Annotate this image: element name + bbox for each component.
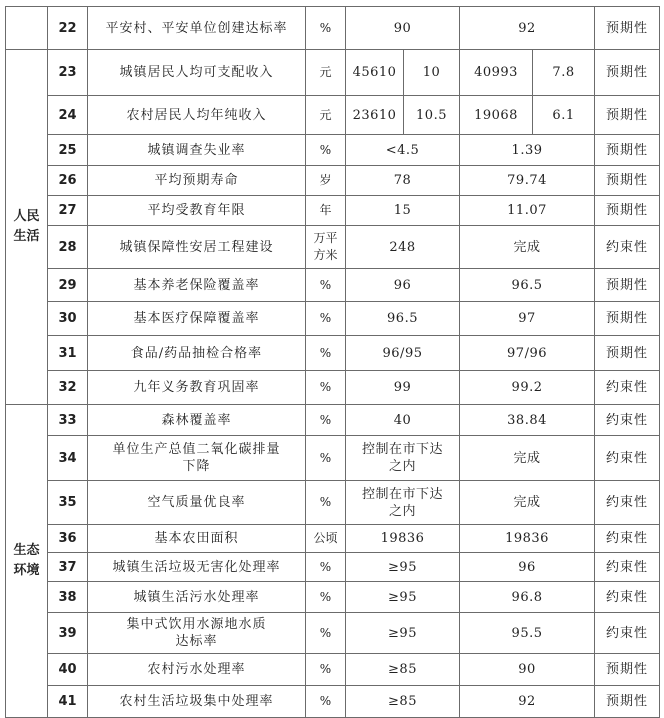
unit-cell: % [306, 654, 346, 686]
row-number: 41 [48, 686, 88, 718]
actual-value: 完成 [460, 481, 595, 525]
target-value: 90 [346, 7, 460, 50]
attribute-cell: 预期性 [595, 7, 660, 50]
table-row [6, 269, 660, 302]
row-number: 31 [48, 336, 88, 371]
indicator-name: 单位生产总值二氧化碳排量 下降 [88, 436, 306, 481]
table-row [6, 196, 660, 226]
unit-cell: 公顷 [306, 525, 346, 553]
table-row [6, 582, 660, 613]
table-row [6, 525, 660, 553]
indicator-table [5, 6, 660, 718]
actual-value: 19068 [460, 96, 533, 135]
table-row [6, 166, 660, 196]
indicator-name: 平安村、平安单位创建达标率 [88, 7, 306, 50]
actual-value: 完成 [460, 436, 595, 481]
actual-value: 19836 [460, 525, 595, 553]
attribute-cell: 约束性 [595, 582, 660, 613]
target-value: ≥95 [346, 553, 460, 582]
unit-cell: % [306, 269, 346, 302]
target-value: ≥85 [346, 654, 460, 686]
indicator-name: 农村污水处理率 [88, 654, 306, 686]
actual-value: 95.5 [460, 613, 595, 654]
indicator-name: 食品/药品抽检合格率 [88, 336, 306, 371]
indicator-name: 集中式饮用水源地水质 达标率 [88, 613, 306, 654]
target-value: ≥85 [346, 686, 460, 718]
unit-cell: 元 [306, 96, 346, 135]
target-value: 96/95 [346, 336, 460, 371]
indicator-name: 城镇生活污水处理率 [88, 582, 306, 613]
target-value: 96.5 [346, 302, 460, 336]
unit-cell: % [306, 481, 346, 525]
attribute-cell: 约束性 [595, 436, 660, 481]
actual-value: 40993 [460, 50, 533, 96]
indicator-name: 平均预期寿命 [88, 166, 306, 196]
row-number: 30 [48, 302, 88, 336]
row-number: 39 [48, 613, 88, 654]
category-cell [6, 7, 48, 50]
row-number: 35 [48, 481, 88, 525]
target-value: 78 [346, 166, 460, 196]
indicator-name: 城镇保障性安居工程建设 [88, 226, 306, 269]
target-value: ≥95 [346, 582, 460, 613]
row-number: 23 [48, 50, 88, 96]
row-number: 27 [48, 196, 88, 226]
table-row [6, 654, 660, 686]
actual-value: 96.5 [460, 269, 595, 302]
row-number: 38 [48, 582, 88, 613]
indicator-name: 基本农田面积 [88, 525, 306, 553]
target-value: 248 [346, 226, 460, 269]
target-value: 控制在市下达 之内 [346, 481, 460, 525]
row-number: 28 [48, 226, 88, 269]
table-row [6, 302, 660, 336]
indicator-name: 空气质量优良率 [88, 481, 306, 525]
attribute-cell: 预期性 [595, 302, 660, 336]
target-value: 40 [346, 405, 460, 436]
row-number: 33 [48, 405, 88, 436]
table-row [6, 553, 660, 582]
attribute-cell: 约束性 [595, 226, 660, 269]
attribute-cell: 预期性 [595, 336, 660, 371]
target-value: 19836 [346, 525, 460, 553]
indicator-name: 农村生活垃圾集中处理率 [88, 686, 306, 718]
category-ecology: 生态 环境 [6, 405, 48, 718]
row-number: 37 [48, 553, 88, 582]
row-number: 29 [48, 269, 88, 302]
row-number: 34 [48, 436, 88, 481]
table-row [6, 7, 660, 50]
actual-value: 96.8 [460, 582, 595, 613]
actual-value: 1.39 [460, 135, 595, 166]
indicator-name: 基本养老保险覆盖率 [88, 269, 306, 302]
actual-growth-rate: 7.8 [533, 50, 595, 96]
unit-cell: % [306, 582, 346, 613]
indicator-name: 九年义务教育巩固率 [88, 371, 306, 405]
attribute-cell: 预期性 [595, 654, 660, 686]
unit-cell: 岁 [306, 166, 346, 196]
unit-cell: % [306, 686, 346, 718]
unit-cell: % [306, 613, 346, 654]
unit-cell: % [306, 302, 346, 336]
target-value: 96 [346, 269, 460, 302]
target-value: 15 [346, 196, 460, 226]
table-row [6, 135, 660, 166]
row-number: 25 [48, 135, 88, 166]
unit-cell: 万平 方米 [306, 226, 346, 269]
target-growth-rate: 10.5 [404, 96, 460, 135]
indicator-name: 城镇生活垃圾无害化处理率 [88, 553, 306, 582]
indicator-name: 农村居民人均年纯收入 [88, 96, 306, 135]
attribute-cell: 约束性 [595, 525, 660, 553]
indicator-name: 森林覆盖率 [88, 405, 306, 436]
attribute-cell: 预期性 [595, 50, 660, 96]
actual-value: 97/96 [460, 336, 595, 371]
unit-cell: % [306, 135, 346, 166]
unit-cell: % [306, 553, 346, 582]
actual-value: 79.74 [460, 166, 595, 196]
indicator-name: 城镇居民人均可支配收入 [88, 50, 306, 96]
row-number: 24 [48, 96, 88, 135]
actual-value: 92 [460, 7, 595, 50]
unit-cell: % [306, 371, 346, 405]
unit-cell: % [306, 336, 346, 371]
table-row [6, 405, 660, 436]
actual-value: 99.2 [460, 371, 595, 405]
actual-growth-rate: 6.1 [533, 96, 595, 135]
actual-value: 92 [460, 686, 595, 718]
actual-value: 96 [460, 553, 595, 582]
category-livelihood: 人民 生活 [6, 50, 48, 405]
table-row [6, 436, 660, 481]
actual-value: 97 [460, 302, 595, 336]
attribute-cell: 预期性 [595, 96, 660, 135]
attribute-cell: 约束性 [595, 481, 660, 525]
target-value: <4.5 [346, 135, 460, 166]
row-number: 40 [48, 654, 88, 686]
attribute-cell: 预期性 [595, 686, 660, 718]
table-row [6, 686, 660, 718]
unit-cell: % [306, 405, 346, 436]
table-row [6, 613, 660, 654]
target-value: 99 [346, 371, 460, 405]
row-number: 32 [48, 371, 88, 405]
table-row [6, 336, 660, 371]
indicator-name: 基本医疗保障覆盖率 [88, 302, 306, 336]
row-number: 26 [48, 166, 88, 196]
indicator-name: 平均受教育年限 [88, 196, 306, 226]
attribute-cell: 预期性 [595, 269, 660, 302]
unit-cell: 年 [306, 196, 346, 226]
table-row [6, 226, 660, 269]
actual-value: 11.07 [460, 196, 595, 226]
indicator-name: 城镇调查失业率 [88, 135, 306, 166]
attribute-cell: 预期性 [595, 196, 660, 226]
table-row [6, 481, 660, 525]
actual-value: 完成 [460, 226, 595, 269]
target-value: 控制在市下达 之内 [346, 436, 460, 481]
actual-value: 90 [460, 654, 595, 686]
unit-cell: % [306, 7, 346, 50]
attribute-cell: 约束性 [595, 613, 660, 654]
table-row [6, 96, 660, 135]
unit-cell: % [306, 436, 346, 481]
target-growth-rate: 10 [404, 50, 460, 96]
table-row [6, 50, 660, 96]
attribute-cell: 约束性 [595, 553, 660, 582]
table-row [6, 371, 660, 405]
actual-value: 38.84 [460, 405, 595, 436]
unit-cell: 元 [306, 50, 346, 96]
attribute-cell: 约束性 [595, 405, 660, 436]
target-value: ≥95 [346, 613, 460, 654]
target-value: 23610 [346, 96, 404, 135]
attribute-cell: 约束性 [595, 371, 660, 405]
attribute-cell: 预期性 [595, 135, 660, 166]
target-value: 45610 [346, 50, 404, 96]
row-number: 22 [48, 7, 88, 50]
attribute-cell: 预期性 [595, 166, 660, 196]
row-number: 36 [48, 525, 88, 553]
